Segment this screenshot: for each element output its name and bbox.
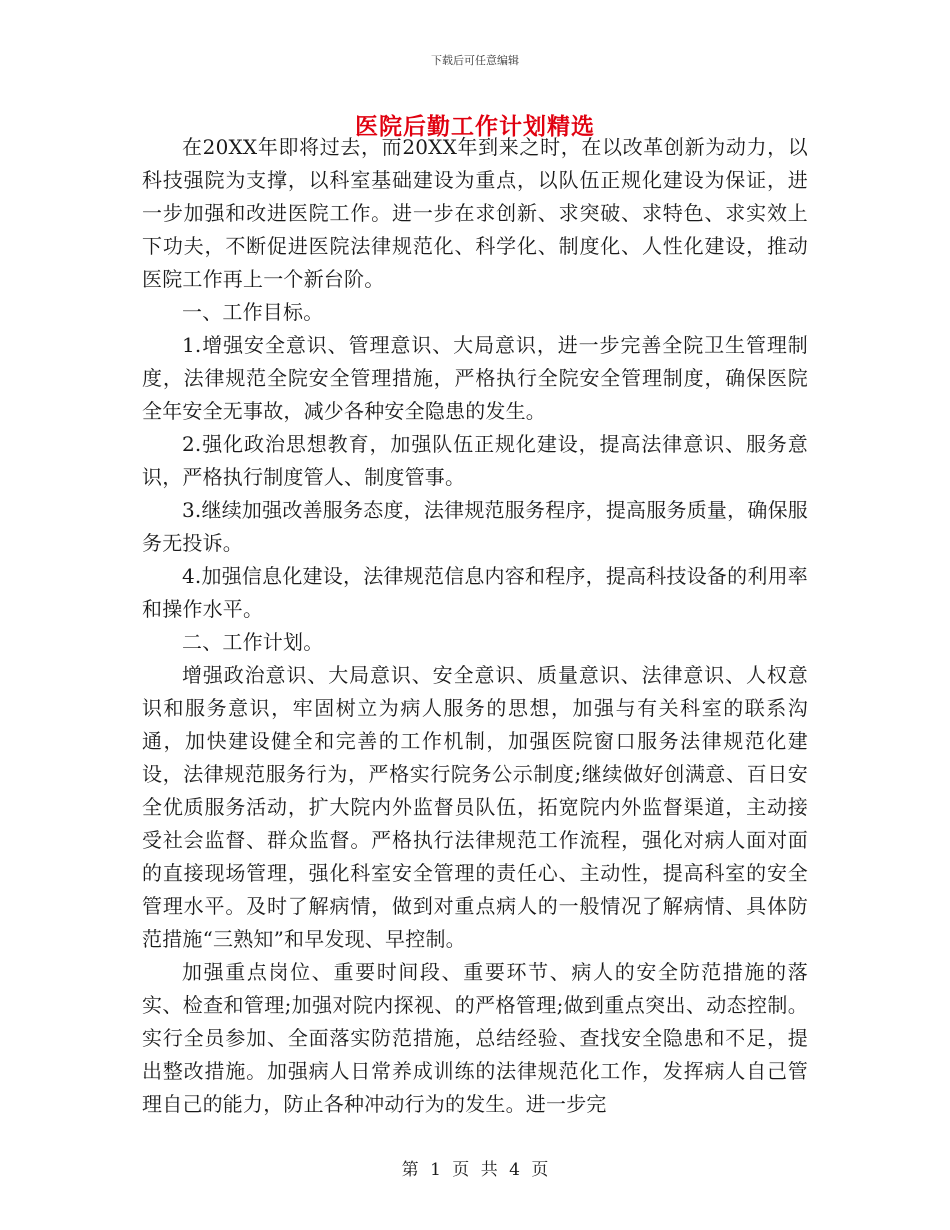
goal-item-4: 4.加强信息化建设，法律规范信息内容和程序，提高科技设备的利用率和操作水平。 (142, 564, 808, 621)
goal-item-2: 2.强化政治思想教育，加强队伍正规化建设，提高法律意识、服务意识，严格执行制度管人、制度管事。 (142, 432, 808, 489)
section-heading-plan: 二、工作计划。 (182, 630, 324, 654)
paragraph-intro: 在20XX年即将过去，而20XX年到来之时，在以改革创新为动力，以科技强院为支撑，以科室基础建设为重点，以队伍正规化建设为保证，进一步加强和改进医院工作。进一步在求创新、求突破、求特色、求实效上下功夫，不断促进医院法律规范化、科学化、制度化、人性化建设，推动医院工作再上一个新台阶。 (142, 135, 808, 291)
page-header-note: 下载后可任意编辑 (431, 54, 519, 67)
plan-paragraph-1: 增强政治意识、大局意识、安全意识、质量意识、法律意识、人权意识和服务意识，牢固树立为病人服务的思想，加强与有关科室的联系沟通，加快建设健全和完善的工作机制，加强医院窗口服务法律规范化建设，法律规范服务行为，严格实行院务公示制度;继续做好创满意、百日安全优质服务活动，扩大院内外监督员队伍，拓宽院内外监督渠道，主动接受社会监督、群众监督。严格执行法律规范工作流程，强化对病人面对面的直接现场管理，强化科室安全管理的责任心、主动性，提高科室的安全管理水平。及时了解病情，做到对重点病人的一般情况了解病情、具体防范措施“三熟知”和早发现、早控制。 (142, 663, 808, 951)
page-number: 第 1 页 共 4 页 (401, 1160, 549, 1180)
document-title: 医院后勤工作计划精选 (355, 113, 595, 140)
goal-item-3: 3.继续加强改善服务态度，法律规范服务程序，提高服务质量，确保服务无投诉。 (142, 498, 808, 555)
document-body (142, 131, 808, 1121)
section-heading-goals: 一、工作目标。 (182, 300, 324, 324)
plan-paragraph-2: 加强重点岗位、重要时间段、重要环节、病人的安全防范措施的落实、检查和管理;加强对院内探视、的严格管理;做到重点突出、动态控制。实行全员参加、全面落实防范措施，总结经验、查找安全隐患和不足，提出整改措施。加强病人日常养成训练的法律规范化工作，发挥病人自己管理自己的能力，防止各种冲动行为的发生。进一步完 (142, 960, 808, 1116)
goal-item-1: 1.增强安全意识、管理意识、大局意识，进一步完善全院卫生管理制度，法律规范全院安全管理措施，严格执行全院安全管理制度，确保医院全年安全无事故，减少各种安全隐患的发生。 (142, 333, 808, 423)
